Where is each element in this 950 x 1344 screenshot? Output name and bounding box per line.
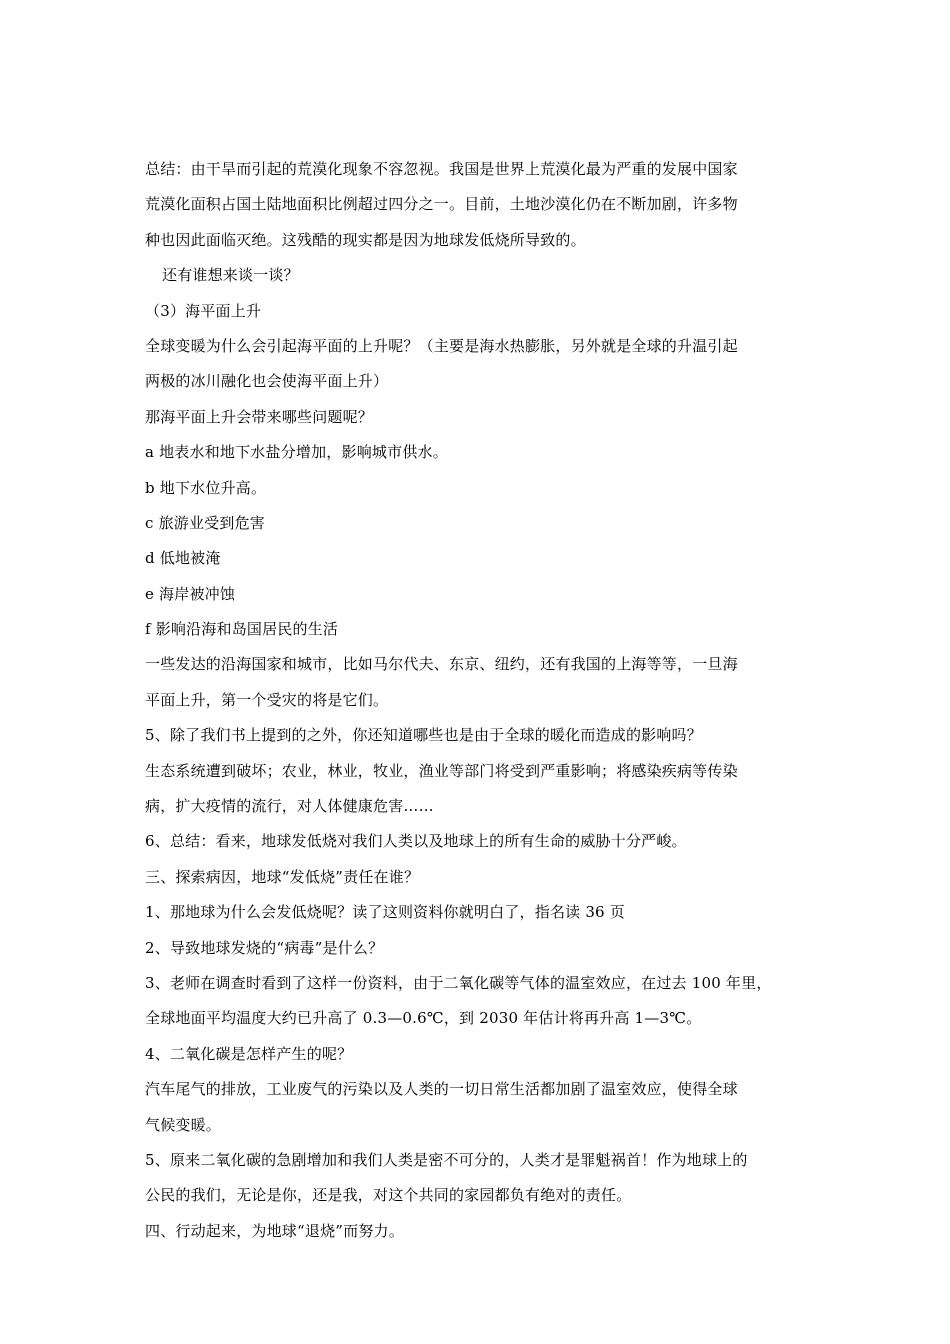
section-heading: 三、探索病因，地球“发低烧”责任在谁？ xyxy=(145,867,420,886)
document-body xyxy=(145,152,815,1249)
section-heading: 四、行动起来，为地球“退烧”而努力。 xyxy=(145,1221,404,1240)
paragraph-line: 1、那地球为什么会发低烧呢？读了这则资料你就明白了，指名读 36 页 xyxy=(145,903,625,922)
paragraph-line: 汽车尾气的排放，工业废气的污染以及人类的一切日常生活都加剧了温室效应，使得全球 xyxy=(145,1080,738,1099)
paragraph-line: 2、导致地球发烧的“病毒”是什么？ xyxy=(145,938,384,957)
paragraph-line: 生态系统遭到破坏；农业，林业，牧业，渔业等部门将受到严重影响；将感染疾病等传染 xyxy=(145,761,738,780)
list-item: d 低地被淹 xyxy=(145,549,221,568)
section-heading: （3）海平面上升 xyxy=(145,301,262,320)
list-item: b 地下水位升高。 xyxy=(145,478,267,497)
paragraph-line: 4、二氧化碳是怎样产生的呢？ xyxy=(145,1044,353,1063)
list-item: a 地表水和地下水盐分增加，影响城市供水。 xyxy=(145,443,448,462)
paragraph-line: 公民的我们，无论是你，还是我，对这个共同的家园都负有绝对的责任。 xyxy=(145,1186,632,1205)
paragraph-line: 5、原来二氧化碳的急剧增加和我们人类是密不可分的，人类才是罪魁祸首！作为地球上的 xyxy=(145,1150,748,1169)
list-item: f 影响沿海和岛国居民的生活 xyxy=(145,620,339,639)
paragraph-line: 两极的冰川融化也会使海平面上升） xyxy=(145,372,389,391)
paragraph-line: 气候变暖。 xyxy=(145,1115,222,1134)
paragraph-line: 平面上升，第一个受灾的将是它们。 xyxy=(145,690,389,709)
paragraph-line: 3、老师在调查时看到了这样一份资料，由于二氧化碳等气体的温室效应，在过去 100 年里， xyxy=(145,973,772,992)
paragraph-line: 那海平面上升会带来哪些问题呢？ xyxy=(145,407,374,426)
paragraph-line: 还有谁想来谈一谈？ xyxy=(162,266,299,285)
paragraph-line: 全球地面平均温度大约已升高了 0.3—0.6℃，到 2030 年估计将再升高 1—3℃。 xyxy=(145,1009,702,1028)
paragraph-line: 荒漠化面积占国土陆地面积比例超过四分之一。目前，土地沙漠化仍在不断加剧，许多物 xyxy=(145,195,738,214)
paragraph-line: 一些发达的沿海国家和城市，比如马尔代夫、东京、纽约，还有我国的上海等等，一旦海 xyxy=(145,655,738,674)
paragraph-line: 5、除了我们书上提到的之外，你还知道哪些也是由于全球的暖化而造成的影响吗？ xyxy=(145,726,702,745)
paragraph-line: 6、总结：看来，地球发低烧对我们人类以及地球上的所有生命的威胁十分严峻。 xyxy=(145,832,687,851)
paragraph-line: 病，扩大疫情的流行，对人体健康危害…… xyxy=(145,797,434,816)
paragraph-line: 总结：由干旱而引起的荒漠化现象不容忽视。我国是世界上荒漠化最为严重的发展中国家 xyxy=(145,160,738,178)
list-item: e 海岸被冲蚀 xyxy=(145,584,236,603)
list-item: c 旅游业受到危害 xyxy=(145,513,265,532)
paragraph-line: 种也因此面临灭绝。这残酷的现实都是因为地球发低烧所导致的。 xyxy=(145,230,586,249)
paragraph-line: 全球变暖为什么会引起海平面的上升呢？（主要是海水热膨胀，另外就是全球的升温引起 xyxy=(145,336,738,355)
